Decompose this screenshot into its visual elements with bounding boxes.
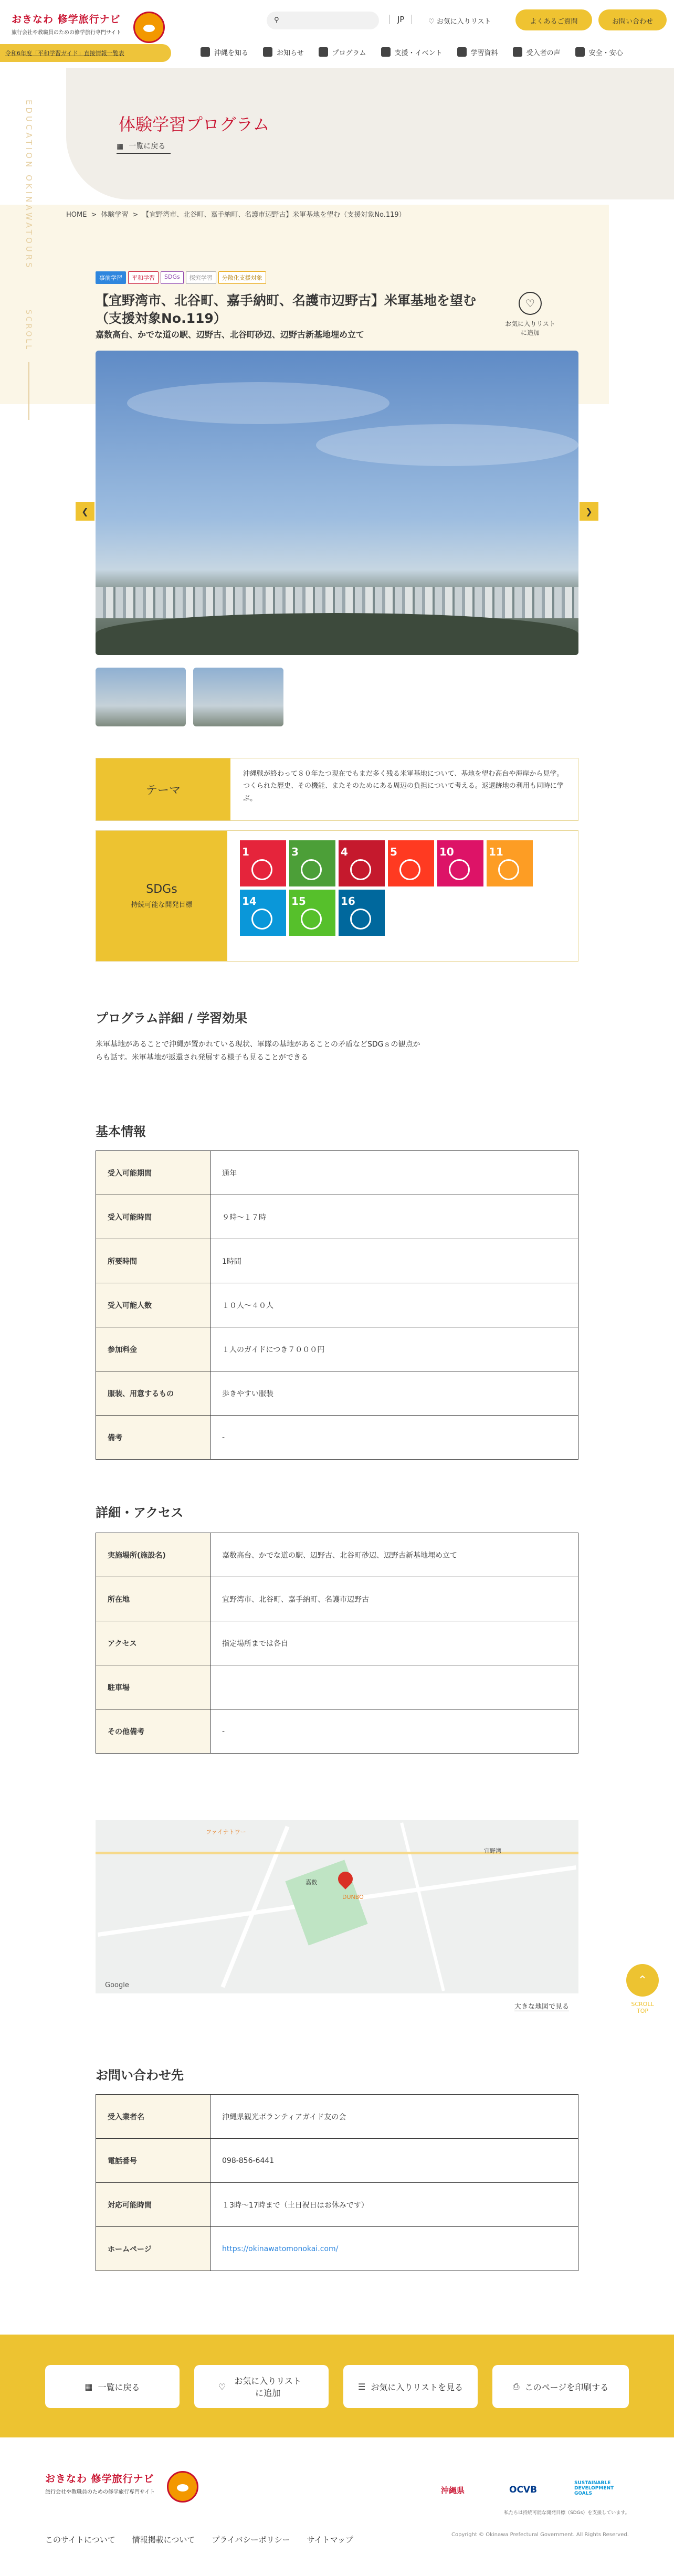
sdg-number: 16	[341, 895, 355, 907]
okinawa-pref-logo[interactable]: 沖縄県	[441, 2486, 465, 2495]
row-label: 所在地	[96, 1577, 210, 1621]
cloud	[127, 382, 389, 424]
favorites-link[interactable]	[428, 16, 491, 26]
sdgs-row	[96, 830, 578, 962]
prev-slide-button[interactable]: ❮	[76, 502, 94, 521]
thumbnail[interactable]	[96, 668, 186, 726]
mascot-icon	[167, 2471, 198, 2503]
access-heading: 詳細・アクセス	[96, 1505, 184, 1520]
add-favorite-footer-button[interactable]: ♡ お気に入りリストに追加	[194, 2365, 329, 2408]
row-value: 098-856-6441	[210, 2139, 578, 2183]
scroll-line	[28, 362, 29, 420]
row-value: 指定場所までは各自	[210, 1621, 578, 1665]
main-photo	[96, 351, 578, 655]
sdgs-icons	[240, 840, 565, 936]
sdg-goal-icon	[437, 840, 483, 886]
access-table	[96, 1533, 578, 1754]
language-switch[interactable]: JP	[389, 15, 412, 24]
sdg-number: 11	[489, 846, 503, 858]
thumbnail[interactable]	[193, 668, 283, 726]
map-road	[96, 1852, 578, 1854]
nav-item-news[interactable]: お知らせ	[256, 45, 311, 59]
heart-icon: ♡	[428, 18, 437, 26]
search-icon: ⚲	[274, 16, 279, 24]
sdg-goal-icon	[487, 840, 533, 886]
cloud	[316, 424, 578, 466]
footer-link-privacy[interactable]: プライバシーポリシー	[212, 2535, 290, 2545]
next-slide-button[interactable]: ❯	[580, 502, 598, 521]
sdg-goal-icon	[388, 840, 434, 886]
scroll-label: SCROLL	[24, 310, 33, 352]
row-label: 受入可能時間	[96, 1195, 210, 1239]
add-favorite-button[interactable]: ♡ お気に入りリストに追加	[504, 292, 556, 337]
table-row	[96, 1283, 578, 1327]
program-subtitle: 嘉数高台、かでな道の駅、辺野古、北谷町砂辺、辺野古新基地埋め立て	[96, 330, 365, 340]
table-row	[96, 2227, 578, 2271]
tag: SDGs	[161, 271, 184, 284]
row-value: １０人〜４０人	[210, 1283, 578, 1327]
map[interactable]	[96, 1820, 578, 1993]
google-logo: Google	[105, 1981, 129, 1989]
row-value: ９時〜１７時	[210, 1195, 578, 1239]
basic-info-heading: 基本情報	[96, 1124, 146, 1139]
sdg-goal-icon	[240, 890, 286, 936]
detail-text: 米軍基地があることで沖縄が置かれている現状、軍隊の基地があることの矛盾などSDGｓの観点からも話す。米軍基地が返還され発展する様子も見ることができる	[96, 1040, 420, 1062]
table-row	[96, 1621, 578, 1665]
sdg-pictogram	[350, 859, 371, 880]
footer-link-info[interactable]: 情報掲載について	[132, 2535, 195, 2545]
nav-item-program[interactable]: プログラム	[311, 45, 374, 59]
contact-table	[96, 2094, 578, 2271]
sdg-pictogram	[498, 859, 519, 880]
book-icon	[201, 47, 210, 57]
heart-icon: ♡	[519, 292, 542, 315]
table-row	[96, 1665, 578, 1709]
mascot-icon	[133, 12, 165, 43]
table-row	[96, 1195, 578, 1239]
sdg-number: 10	[439, 846, 454, 858]
row-value	[210, 1665, 578, 1709]
tag: 平和学習	[128, 271, 159, 284]
calendar-icon	[381, 47, 391, 57]
detail-heading: プログラム詳細 / 学習効果	[96, 1011, 248, 1026]
grid-icon: ▦	[85, 2381, 93, 2392]
table-row	[96, 2095, 578, 2139]
row-value: 沖縄県観光ボランティアガイド友の会	[210, 2095, 578, 2139]
list-icon: ☰	[357, 2381, 366, 2392]
map-label: DUNBO	[342, 1894, 364, 1901]
theme-label: テーマ	[96, 758, 230, 820]
breadcrumb: HOME > 体験学習 > 【宜野湾市、北谷町、嘉手納町、名護市辺野古】米軍基地を望む（支援対象No.119）	[66, 211, 406, 219]
sdg-number: 5	[390, 846, 397, 858]
site-header	[0, 0, 674, 68]
sdg-goal-icon	[289, 840, 335, 886]
row-label: 受入可能期間	[96, 1151, 210, 1195]
walker-icon	[319, 47, 328, 57]
favorites-label: お気に入りリスト	[436, 18, 491, 26]
breadcrumb-home[interactable]: HOME	[66, 211, 87, 219]
map-park	[285, 1860, 367, 1945]
grid-icon: ▦	[117, 142, 124, 151]
row-value: 嘉数高台、かでな道の駅、辺野古、北谷町砂辺、辺野古新基地埋め立て	[210, 1533, 578, 1577]
row-label: 参加料金	[96, 1327, 210, 1371]
map-road	[400, 1822, 445, 1991]
sdg-number: 15	[291, 895, 306, 907]
view-favorites-button[interactable]: ☰ お気に入りリストを見る	[343, 2365, 478, 2408]
notice-link[interactable]: 令和6年度「平和学習ガイド」直接情報一覧表	[0, 44, 171, 62]
sdg-number: 14	[242, 895, 257, 907]
table-row	[96, 1239, 578, 1283]
sdg-pictogram	[449, 859, 470, 880]
faq-button[interactable]: よくあるご質問	[515, 9, 592, 30]
copyright: Copyright © Okinawa Prefectural Government. All Rights Reserved.	[451, 2532, 629, 2538]
sdg-pictogram	[399, 859, 420, 880]
sdgs-label: SDGs 持続可能な開発目標	[96, 831, 227, 961]
table-row	[96, 1371, 578, 1416]
open-book-icon	[457, 47, 467, 57]
nav-item-materials[interactable]: 学習資料	[450, 45, 506, 59]
sdgs-note: 私たちは持続可能な開発目標（SDGs）を支援しています。	[504, 2510, 630, 2516]
page-title: 体験学習プログラム	[119, 114, 270, 134]
sdg-goal-icon	[240, 840, 286, 886]
theme-row	[96, 758, 578, 821]
row-label: 備考	[96, 1416, 210, 1460]
row-label: 所要時間	[96, 1239, 210, 1283]
row-value: １人のガイドにつき７０００円	[210, 1327, 578, 1371]
row-label: その他備考	[96, 1709, 210, 1754]
nav-item-voices[interactable]: 受入者の声	[506, 45, 568, 59]
program-tags	[96, 271, 266, 284]
printer-icon: ⎙	[512, 2381, 520, 2391]
sdg-goal-icon	[339, 890, 385, 936]
large-map-link[interactable]: 大きな地図で見る	[514, 2001, 569, 2011]
nav-item-support[interactable]: 支援・イベント	[374, 45, 450, 59]
scroll-top-button[interactable]: ⌃ SCROLL TOP	[626, 1964, 659, 2014]
hill	[96, 613, 578, 655]
breadcrumb-current: 【宜野湾市、北谷町、嘉手納町、名護市辺野古】米軍基地を望む（支援対象No.119）	[142, 211, 406, 219]
nav-item-safety[interactable]: 安全・安心	[568, 45, 630, 59]
sdg-pictogram	[251, 909, 272, 930]
shield-icon	[575, 47, 585, 57]
search-input[interactable]	[267, 12, 379, 29]
sdg-pictogram	[301, 859, 322, 880]
sdg-number: 1	[242, 846, 249, 858]
table-row	[96, 1327, 578, 1371]
row-label: ホームページ	[96, 2227, 210, 2271]
nav-item-okinawa[interactable]: 沖縄を知る	[193, 45, 256, 59]
basic-info-table	[96, 1150, 578, 1460]
table-row	[96, 2139, 578, 2183]
row-value: 1時間	[210, 1239, 578, 1283]
footer-links	[45, 2534, 353, 2545]
row-value: 宜野湾市、北谷町、嘉手納町、名護市辺野古	[210, 1577, 578, 1621]
sdg-number: 3	[291, 846, 299, 858]
row-label: 受入業者名	[96, 2095, 210, 2139]
page-hero	[66, 68, 674, 199]
footer-logo[interactable]: おきなわ 修学旅行ナビ 旅行会社や教職員のための修学旅行専門サイト	[45, 2471, 203, 2501]
back-to-list-button[interactable]: ▦ 一覧に戻る	[45, 2365, 180, 2408]
main-nav	[193, 45, 630, 59]
table-row	[96, 1577, 578, 1621]
vertical-text: EDUCATION OKINAWATOURS	[24, 100, 34, 270]
row-label: アクセス	[96, 1621, 210, 1665]
row-value: 歩きやすい服装	[210, 1371, 578, 1416]
chevron-up-icon: ⌃	[626, 1964, 659, 1997]
sdg-pictogram	[251, 859, 272, 880]
tag: 探究学習	[186, 271, 216, 284]
site-logo[interactable]	[12, 12, 169, 42]
sdgs-logo: SUSTAINABLE DEVELOPMENT GOALS	[574, 2480, 614, 2496]
table-row	[96, 1709, 578, 1754]
table-row	[96, 1151, 578, 1195]
row-value: 通年	[210, 1151, 578, 1195]
row-label: 受入可能人数	[96, 1283, 210, 1327]
program-title: 【宜野湾市、北谷町、嘉手納町、名護市辺野古】米軍基地を望む（支援対象No.119）	[96, 293, 477, 326]
table-row	[96, 2183, 578, 2227]
heart-icon: ♡	[218, 2381, 226, 2392]
ocvb-logo[interactable]: OCVB	[509, 2485, 538, 2495]
table-row	[96, 1416, 578, 1460]
row-label: 電話番号	[96, 2139, 210, 2183]
sdg-pictogram	[301, 909, 322, 930]
news-icon	[263, 47, 272, 57]
map-label: ファイナトワー	[206, 1829, 246, 1835]
row-value: １3時〜17時まで（土日祝日はお休みです）	[210, 2183, 578, 2227]
table-row	[96, 1533, 578, 1577]
map-label: 宜野湾	[484, 1847, 501, 1854]
logo-subtitle: 旅行会社や教職員のための修学旅行専門サイト	[12, 30, 122, 36]
breadcrumb-category[interactable]: 体験学習	[101, 211, 129, 219]
logo-title: おきなわ 修学旅行ナビ	[12, 14, 121, 25]
map-label: 嘉数	[306, 1879, 317, 1886]
row-label: 服装、用意するもの	[96, 1371, 210, 1416]
sdg-goal-icon	[339, 840, 385, 886]
footer-link-sitemap[interactable]: サイトマップ	[307, 2535, 353, 2545]
row-value[interactable]: https://okinawatomonokai.com/	[210, 2227, 578, 2271]
row-value: -	[210, 1416, 578, 1460]
sdg-number: 4	[341, 846, 348, 858]
sdg-pictogram	[350, 909, 371, 930]
tag: 事前学習	[96, 271, 126, 284]
back-to-list-link[interactable]: ▦ 一覧に戻る	[117, 141, 171, 154]
row-label: 実施場所(施設名)	[96, 1533, 210, 1577]
site-footer	[0, 2437, 674, 2576]
footer-link-about[interactable]: このサイトについて	[45, 2535, 115, 2545]
row-label: 駐車場	[96, 1665, 210, 1709]
sdg-goal-icon	[289, 890, 335, 936]
print-button[interactable]: ⎙ このページを印刷する	[492, 2365, 629, 2408]
tag: 分散化支援対象	[218, 271, 266, 284]
theme-text: 沖縄戦が終わって８０年たつ現在でもまだ多く残る米軍基地について、基地を望む高台や海岸から見学。つくられた歴史、その機能、またそのためにある周辺の負担について考える。返還跡地の利用も同時に学ぶ。	[243, 770, 564, 803]
people-icon	[513, 47, 522, 57]
contact-heading: お問い合わせ先	[96, 2068, 184, 2083]
contact-button[interactable]: お問い合わせ	[598, 9, 667, 30]
row-label: 対応可能時間	[96, 2183, 210, 2227]
row-value: -	[210, 1709, 578, 1754]
